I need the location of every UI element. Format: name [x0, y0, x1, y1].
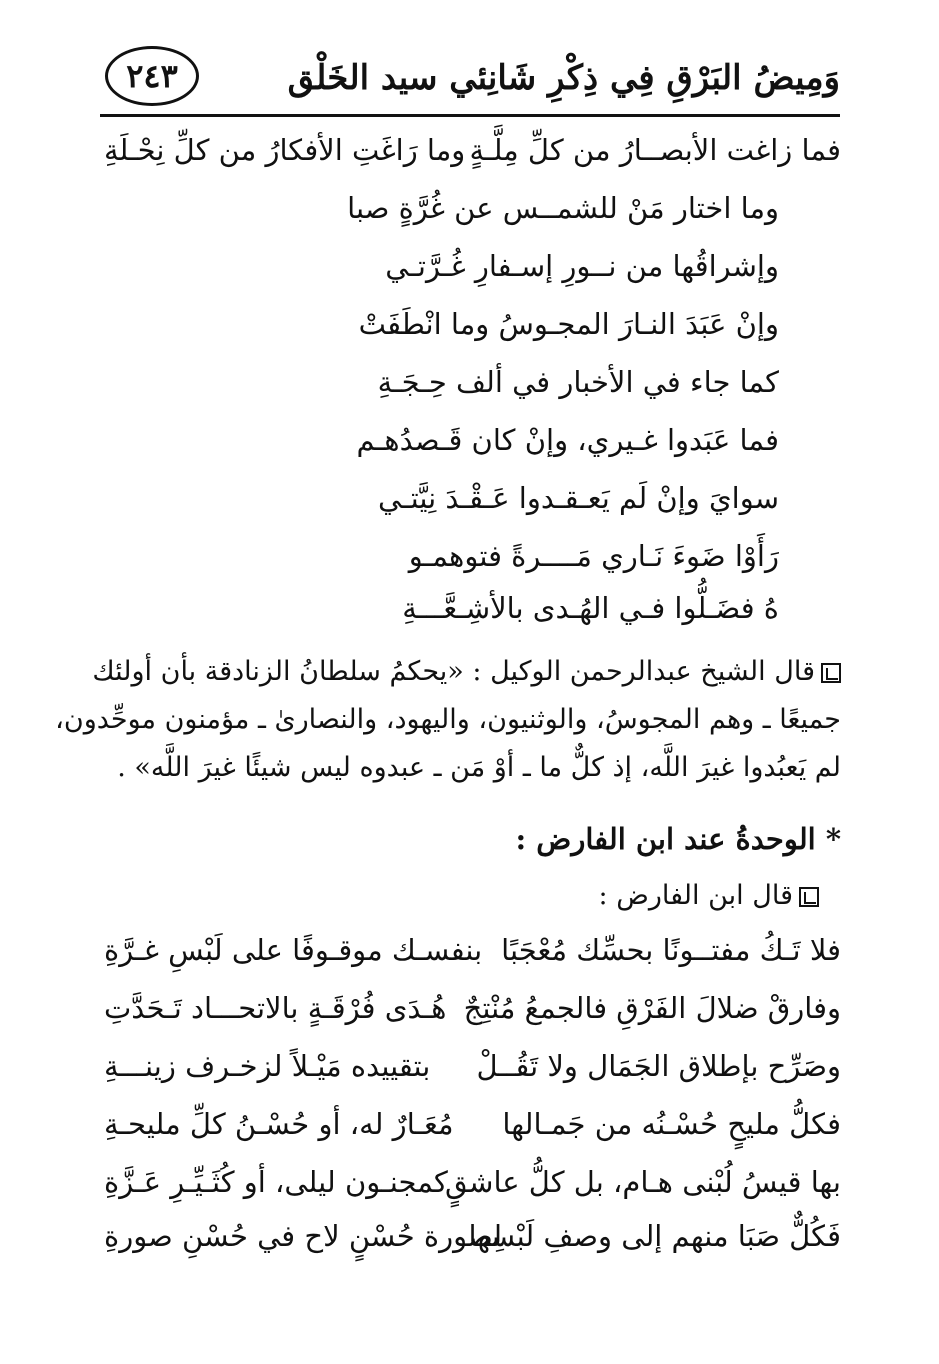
poem1-line: رَأَوْا ضَوءَ نَـاري مَــــرةً فتوهمـو: [408, 539, 779, 573]
commentary-line: جميعًا ـ وهم المجوسُ، والوثنيون، واليهود، والنصارىٰ ـ مؤمنون موحِّدون،: [55, 704, 841, 735]
poem2-hemistich-right: فَكُلٌّ صَبَا منهم إلى وصفِ لَبْسِها: [468, 1219, 841, 1253]
poem2-hemistich-right: وفارقْ ضلالَ الفَرْقِ فالجمعُ مُنْتِجٌ: [463, 991, 841, 1025]
quote-intro-text: قال ابن الفارض :: [598, 880, 793, 911]
poem2-hemistich-left: مُعَـارٌ له، أو حُسْـنُ كلِّ مليحـةِ: [104, 1107, 454, 1141]
poem1-line: وما اختار مَنْ للشمــس عن غُرَّةٍ صبا: [347, 191, 779, 225]
commentary-text: قال الشيخ عبدالرحمن الوكيل : «يحكمُ سلطانُ الزنادقة بأن أولئك: [92, 656, 815, 687]
poem1-line: سوايَ وإنْ لَم يَعـقـدوا عَـقْـدَ نِيَّتـي: [377, 481, 779, 515]
poem2-hemistich-left: كمجنـون ليلى، أو كُثَـيِّـرِ عَـزَّةِ: [104, 1165, 448, 1199]
commentary-paragraph: [55, 648, 841, 792]
poem1-first-hemistich-right: فما زاغت الأبصــارُ من كلِّ مِلَّـةٍ: [469, 133, 841, 167]
poem1-line: وإنْ عَبَدَ النـارَ المجـوسُ وما انْطَفَتْ: [358, 307, 779, 341]
poem2-hemistich-left: هُـدَى فُرْقَـةٍ بالاتحـــاد تَـحَدَّتِ: [104, 991, 447, 1025]
poem2-hemistich-right: فلا تَـكُ مفتــونًا بحسِّك مُعْجَبًا: [501, 933, 841, 967]
poem2-hemistich-right: وصَرِّح بإطلاق الجَمَال ولا تَقُــلْ: [476, 1049, 841, 1083]
poem1-line: فما عَبَدوا غـيري، وإنْ كان قَـصدُهـم: [356, 423, 779, 457]
commentary-line: [92, 648, 841, 696]
paragraph-marker-icon: [821, 663, 841, 683]
header-rule: [100, 114, 840, 117]
page-number: ٢٤٣: [105, 46, 199, 106]
poem1-line: هُ فضَـلُّوا فـي الهُـدى بالأشِـعَّـــةِ: [402, 591, 779, 625]
paragraph-marker-icon: [799, 887, 819, 907]
poem2-hemistich-left: بنفسـك موقـوفًا على لَبْسِ غـرَّةِ: [104, 933, 483, 967]
poem2-hemistich-left: بتقييده مَيْـلاً لزخـرف زينـــةِ: [104, 1049, 431, 1083]
page-header: [100, 40, 840, 120]
section-heading: * الوحدةُ عند ابن الفارض :: [515, 822, 841, 856]
poem1-line: وإشراقُها من نــورِ إسـفارِ غُـرَّتـي: [385, 249, 779, 283]
quote-intro: [599, 880, 819, 911]
poem2-hemistich-right: بها قيسُ لُبْنى هـام، بل كلُّ عاشقٍ: [444, 1165, 841, 1199]
poem2-hemistich-left: لصورة حُسْنٍ لاح في حُسْنِ صورةِ: [104, 1219, 503, 1253]
running-title: وَمِيضُ البَرْقِ فِي ذِكْرِ شَانِئي سيد الخَلْق: [287, 58, 840, 98]
poem1-first-hemistich-left: وما رَاغَتِ الأفكارُ من كلِّ نِحْـلَةِ: [104, 133, 466, 167]
poem2-hemistich-right: فكلُّ مليحٍ حُسْـنُه من جَمـالها: [502, 1107, 841, 1141]
commentary-line: لم يَعبُدوا غيرَ اللَّه، إذ كلٌّ ما ـ أوْ مَن ـ عبدوه ليس شيئًا غيرَ اللَّه» .: [117, 752, 841, 783]
poem1-line: كما جاء في الأخبار في ألف حِـجَـةِ: [377, 365, 779, 399]
